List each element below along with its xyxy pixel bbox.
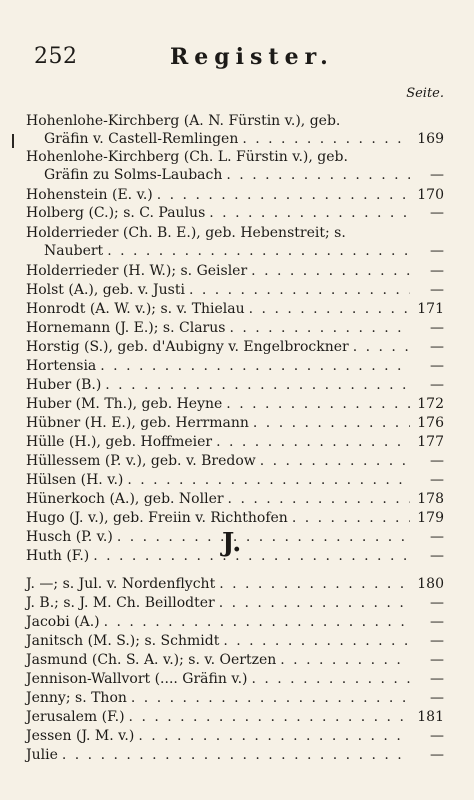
dot-leader <box>260 452 410 470</box>
dot-leader <box>157 186 410 204</box>
dot-leader <box>216 433 410 451</box>
register-entry <box>26 708 444 726</box>
register-entry <box>44 242 444 260</box>
entry-name: Hübner (H. E.), geb. Herrmann <box>26 415 249 431</box>
dot-leader <box>226 395 410 413</box>
dot-leader <box>138 727 410 745</box>
margin-mark <box>12 134 14 148</box>
dot-leader <box>129 708 410 726</box>
dot-leader <box>131 689 410 707</box>
entry-name: J. B.; s. J. M. Ch. Beillodter <box>26 595 215 611</box>
entry-page: — <box>430 614 444 630</box>
entry-name: Hohenlohe-Kirchberg (Ch. L. Fürstin v.), geb. <box>26 149 348 165</box>
entry-page: — <box>430 747 444 763</box>
register-entry <box>26 414 444 432</box>
register-entry <box>26 651 444 669</box>
register-entry <box>26 509 444 527</box>
entry-name: J. —; s. Jul. v. Nordenflycht <box>26 576 216 592</box>
entry-page: 179 <box>417 510 444 526</box>
entry-name: Holderrieder (Ch. B. E.), geb. Hebenstreit; s. <box>26 225 346 241</box>
dot-leader <box>93 547 410 565</box>
register-entry <box>26 490 444 508</box>
register-entry <box>26 689 444 707</box>
entry-name: Jessen (J. M. v.) <box>26 728 135 744</box>
dot-leader <box>251 670 410 688</box>
register-entry <box>26 746 444 764</box>
register-entry <box>26 357 444 375</box>
entry-page: 170 <box>417 187 444 203</box>
dot-leader <box>292 509 410 527</box>
entry-page: 176 <box>417 415 444 431</box>
entry-page: — <box>430 263 444 279</box>
entry-page: 180 <box>417 576 444 592</box>
entry-name: Jenny; s. Thon <box>26 690 127 706</box>
dot-leader <box>219 575 410 593</box>
dot-leader <box>209 204 410 222</box>
register-entry <box>26 594 444 612</box>
dot-leader <box>228 490 410 508</box>
section-letter: J. <box>222 528 242 558</box>
dot-leader <box>251 262 410 280</box>
dot-leader <box>127 471 410 489</box>
entry-name: Huber (B.) <box>26 377 102 393</box>
entry-page: 172 <box>417 396 444 412</box>
register-entry <box>26 300 444 318</box>
entry-page: — <box>430 671 444 687</box>
register-entry <box>26 452 444 470</box>
dot-leader <box>229 319 410 337</box>
dot-leader <box>189 281 410 299</box>
entry-name: Hünerkoch (A.), geb. Noller <box>26 491 224 507</box>
register-entry <box>26 433 444 451</box>
dot-leader <box>253 414 410 432</box>
entry-page: — <box>430 167 444 183</box>
entry-page: — <box>430 453 444 469</box>
running-head: Register. <box>170 44 334 70</box>
entry-page: — <box>430 282 444 298</box>
entry-name: Gräfin zu Solms-Laubach <box>44 167 223 183</box>
entry-page: — <box>430 205 444 221</box>
register-entry <box>26 204 444 222</box>
register-entry <box>26 376 444 394</box>
register-entry <box>26 148 444 166</box>
dot-leader <box>353 338 410 356</box>
entry-name: Holberg (C.); s. C. Paulus <box>26 205 206 221</box>
register-entry <box>26 224 444 242</box>
entry-name: Husch (P. v.) <box>26 529 113 545</box>
entry-page: — <box>430 728 444 744</box>
entry-name: Holderrieder (H. W.); s. Geisler <box>26 263 248 279</box>
dot-leader <box>219 594 410 612</box>
entry-page: — <box>430 652 444 668</box>
entry-page: 169 <box>417 131 444 147</box>
entry-name: Jasmund (Ch. S. A. v.); s. v. Oertzen <box>26 652 277 668</box>
dot-leader <box>226 166 410 184</box>
dot-leader <box>249 300 410 318</box>
entry-page: — <box>430 690 444 706</box>
register-entry <box>26 338 444 356</box>
entry-page: — <box>430 548 444 564</box>
entry-name: Jerusalem (F.) <box>26 709 125 725</box>
entry-name: Hornemann (J. E.); s. Clarus <box>26 320 226 336</box>
entry-name: Hülsen (H. v.) <box>26 472 124 488</box>
register-entry <box>26 632 444 650</box>
dot-leader <box>107 242 410 260</box>
dot-leader <box>242 130 410 148</box>
entry-page: — <box>430 595 444 611</box>
entry-page: — <box>430 472 444 488</box>
register-entry <box>26 613 444 631</box>
register-entry <box>26 670 444 688</box>
register-entry <box>26 186 444 204</box>
entry-page: 171 <box>417 301 444 317</box>
entry-name: Hugo (J. v.), geb. Freiin v. Richthofen <box>26 510 288 526</box>
register-entry <box>26 727 444 745</box>
entry-page: — <box>430 243 444 259</box>
entry-name: Janitsch (M. S.); s. Schmidt <box>26 633 220 649</box>
entry-name: Naubert <box>44 243 104 259</box>
register-entry <box>26 528 444 546</box>
register-entry <box>26 547 444 565</box>
register-entry <box>26 262 444 280</box>
column-label: Seite. <box>406 86 444 101</box>
entry-name: Jacobi (A.) <box>26 614 100 630</box>
register-entry <box>44 166 444 184</box>
dot-leader <box>100 357 410 375</box>
entry-page: — <box>430 320 444 336</box>
entry-name: Julie <box>26 747 58 763</box>
entry-name: Hülle (H.), geb. Hoffmeier <box>26 434 213 450</box>
entry-page: 181 <box>417 709 444 725</box>
entry-name: Huber (M. Th.), geb. Heyne <box>26 396 223 412</box>
entry-name: Hohenstein (E. v.) <box>26 187 153 203</box>
dot-leader <box>104 613 410 631</box>
dot-leader <box>117 528 410 546</box>
dot-leader <box>62 746 410 764</box>
entry-page: 177 <box>417 434 444 450</box>
entry-page: 178 <box>417 491 444 507</box>
entry-page: — <box>430 339 444 355</box>
dot-leader <box>223 632 410 650</box>
register-entry <box>44 130 444 148</box>
register-entry <box>26 395 444 413</box>
entry-page: — <box>430 358 444 374</box>
entry-page: — <box>430 633 444 649</box>
entry-name: Holst (A.), geb. v. Justi <box>26 282 185 298</box>
register-entry <box>26 471 444 489</box>
page-number: 252 <box>34 44 78 69</box>
entry-page: — <box>430 529 444 545</box>
dot-leader <box>280 651 410 669</box>
entry-page: — <box>430 377 444 393</box>
entry-name: Hüllessem (P. v.), geb. v. Bredow <box>26 453 256 469</box>
register-entry <box>26 281 444 299</box>
entry-name: Hortensia <box>26 358 97 374</box>
register-entry <box>26 575 444 593</box>
entry-name: Jennison-Wallvort (.... Gräfin v.) <box>26 671 248 687</box>
entry-name: Horstig (S.), geb. d'Aubigny v. Engelbrockner <box>26 339 349 355</box>
register-entry <box>26 319 444 337</box>
entry-name: Hohenlohe-Kirchberg (A. N. Fürstin v.), geb. <box>26 113 341 129</box>
dot-leader <box>105 376 410 394</box>
entry-name: Honrodt (A. W. v.); s. v. Thielau <box>26 301 245 317</box>
register-entry <box>26 112 444 130</box>
entry-name: Huth (F.) <box>26 548 90 564</box>
entry-name: Gräfin v. Castell-Remlingen <box>44 131 239 147</box>
